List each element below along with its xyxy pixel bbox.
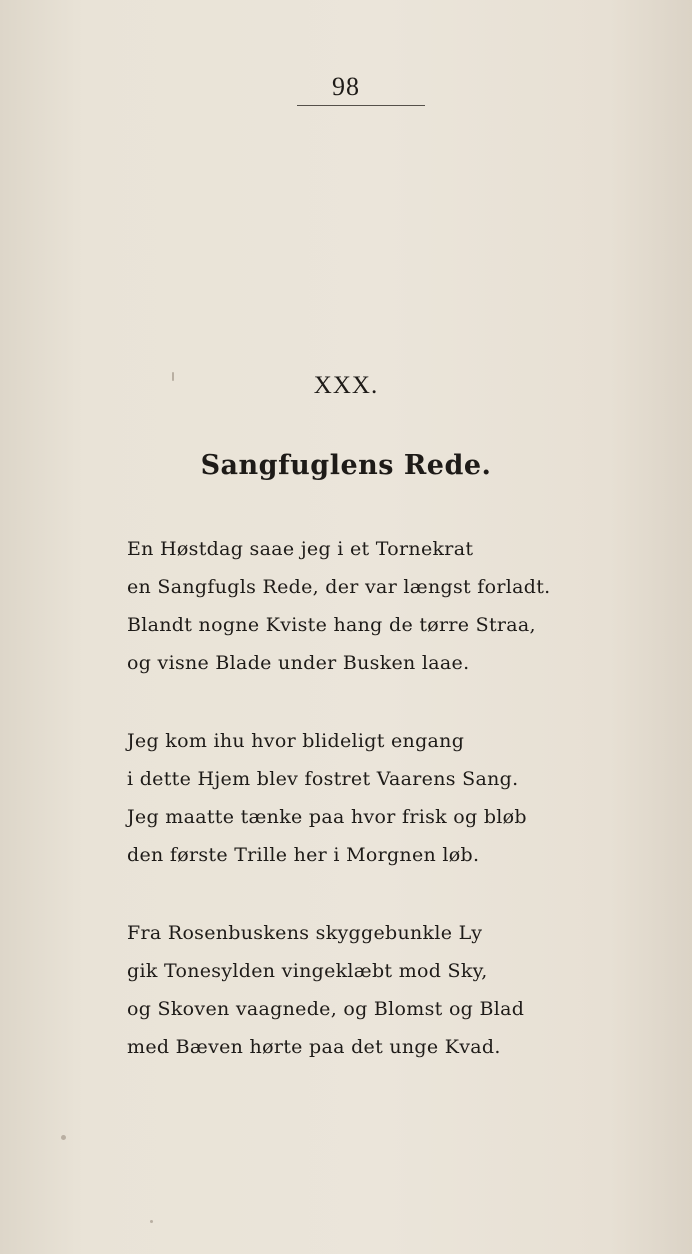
paper-speck [61, 1135, 66, 1140]
poem-line: Blandt nogne Kviste hang de tørre Straa, [127, 614, 536, 636]
poem-line: Jeg kom ihu hvor blideligt engang [127, 730, 465, 752]
paper-speck [172, 372, 174, 381]
stanza [127, 722, 587, 874]
header-rule [297, 105, 425, 106]
poem-line: og Skoven vaagnede, og Blomst og Blad [127, 998, 525, 1020]
poem-line: den første Trille her i Morgnen løb. [127, 844, 480, 866]
poem-line: og visne Blade under Busken laae. [127, 652, 470, 674]
poem-line: En Høstdag saae jeg i et Tornekrat [127, 538, 474, 560]
poem-line: gik Tonesylden vingeklæbt mod Sky, [127, 960, 488, 982]
paper-speck [150, 1220, 153, 1223]
stanza [127, 914, 587, 1066]
poem-line: i dette Hjem blev fostret Vaarens Sang. [127, 768, 519, 790]
page-number: 98 [332, 72, 360, 101]
stanza [127, 530, 587, 682]
poem-line: Jeg maatte tænke paa hvor frisk og bløb [127, 806, 527, 828]
poem-title: Sangfuglens Rede. [200, 450, 492, 481]
section-numeral: XXX. [313, 372, 379, 399]
poem-line: med Bæven hørte paa det unge Kvad. [127, 1036, 501, 1058]
poem-line: Fra Rosenbuskens skyggebunkle Ly [127, 922, 483, 944]
poem-line: en Sangfugls Rede, der var længst forladt. [127, 576, 551, 598]
